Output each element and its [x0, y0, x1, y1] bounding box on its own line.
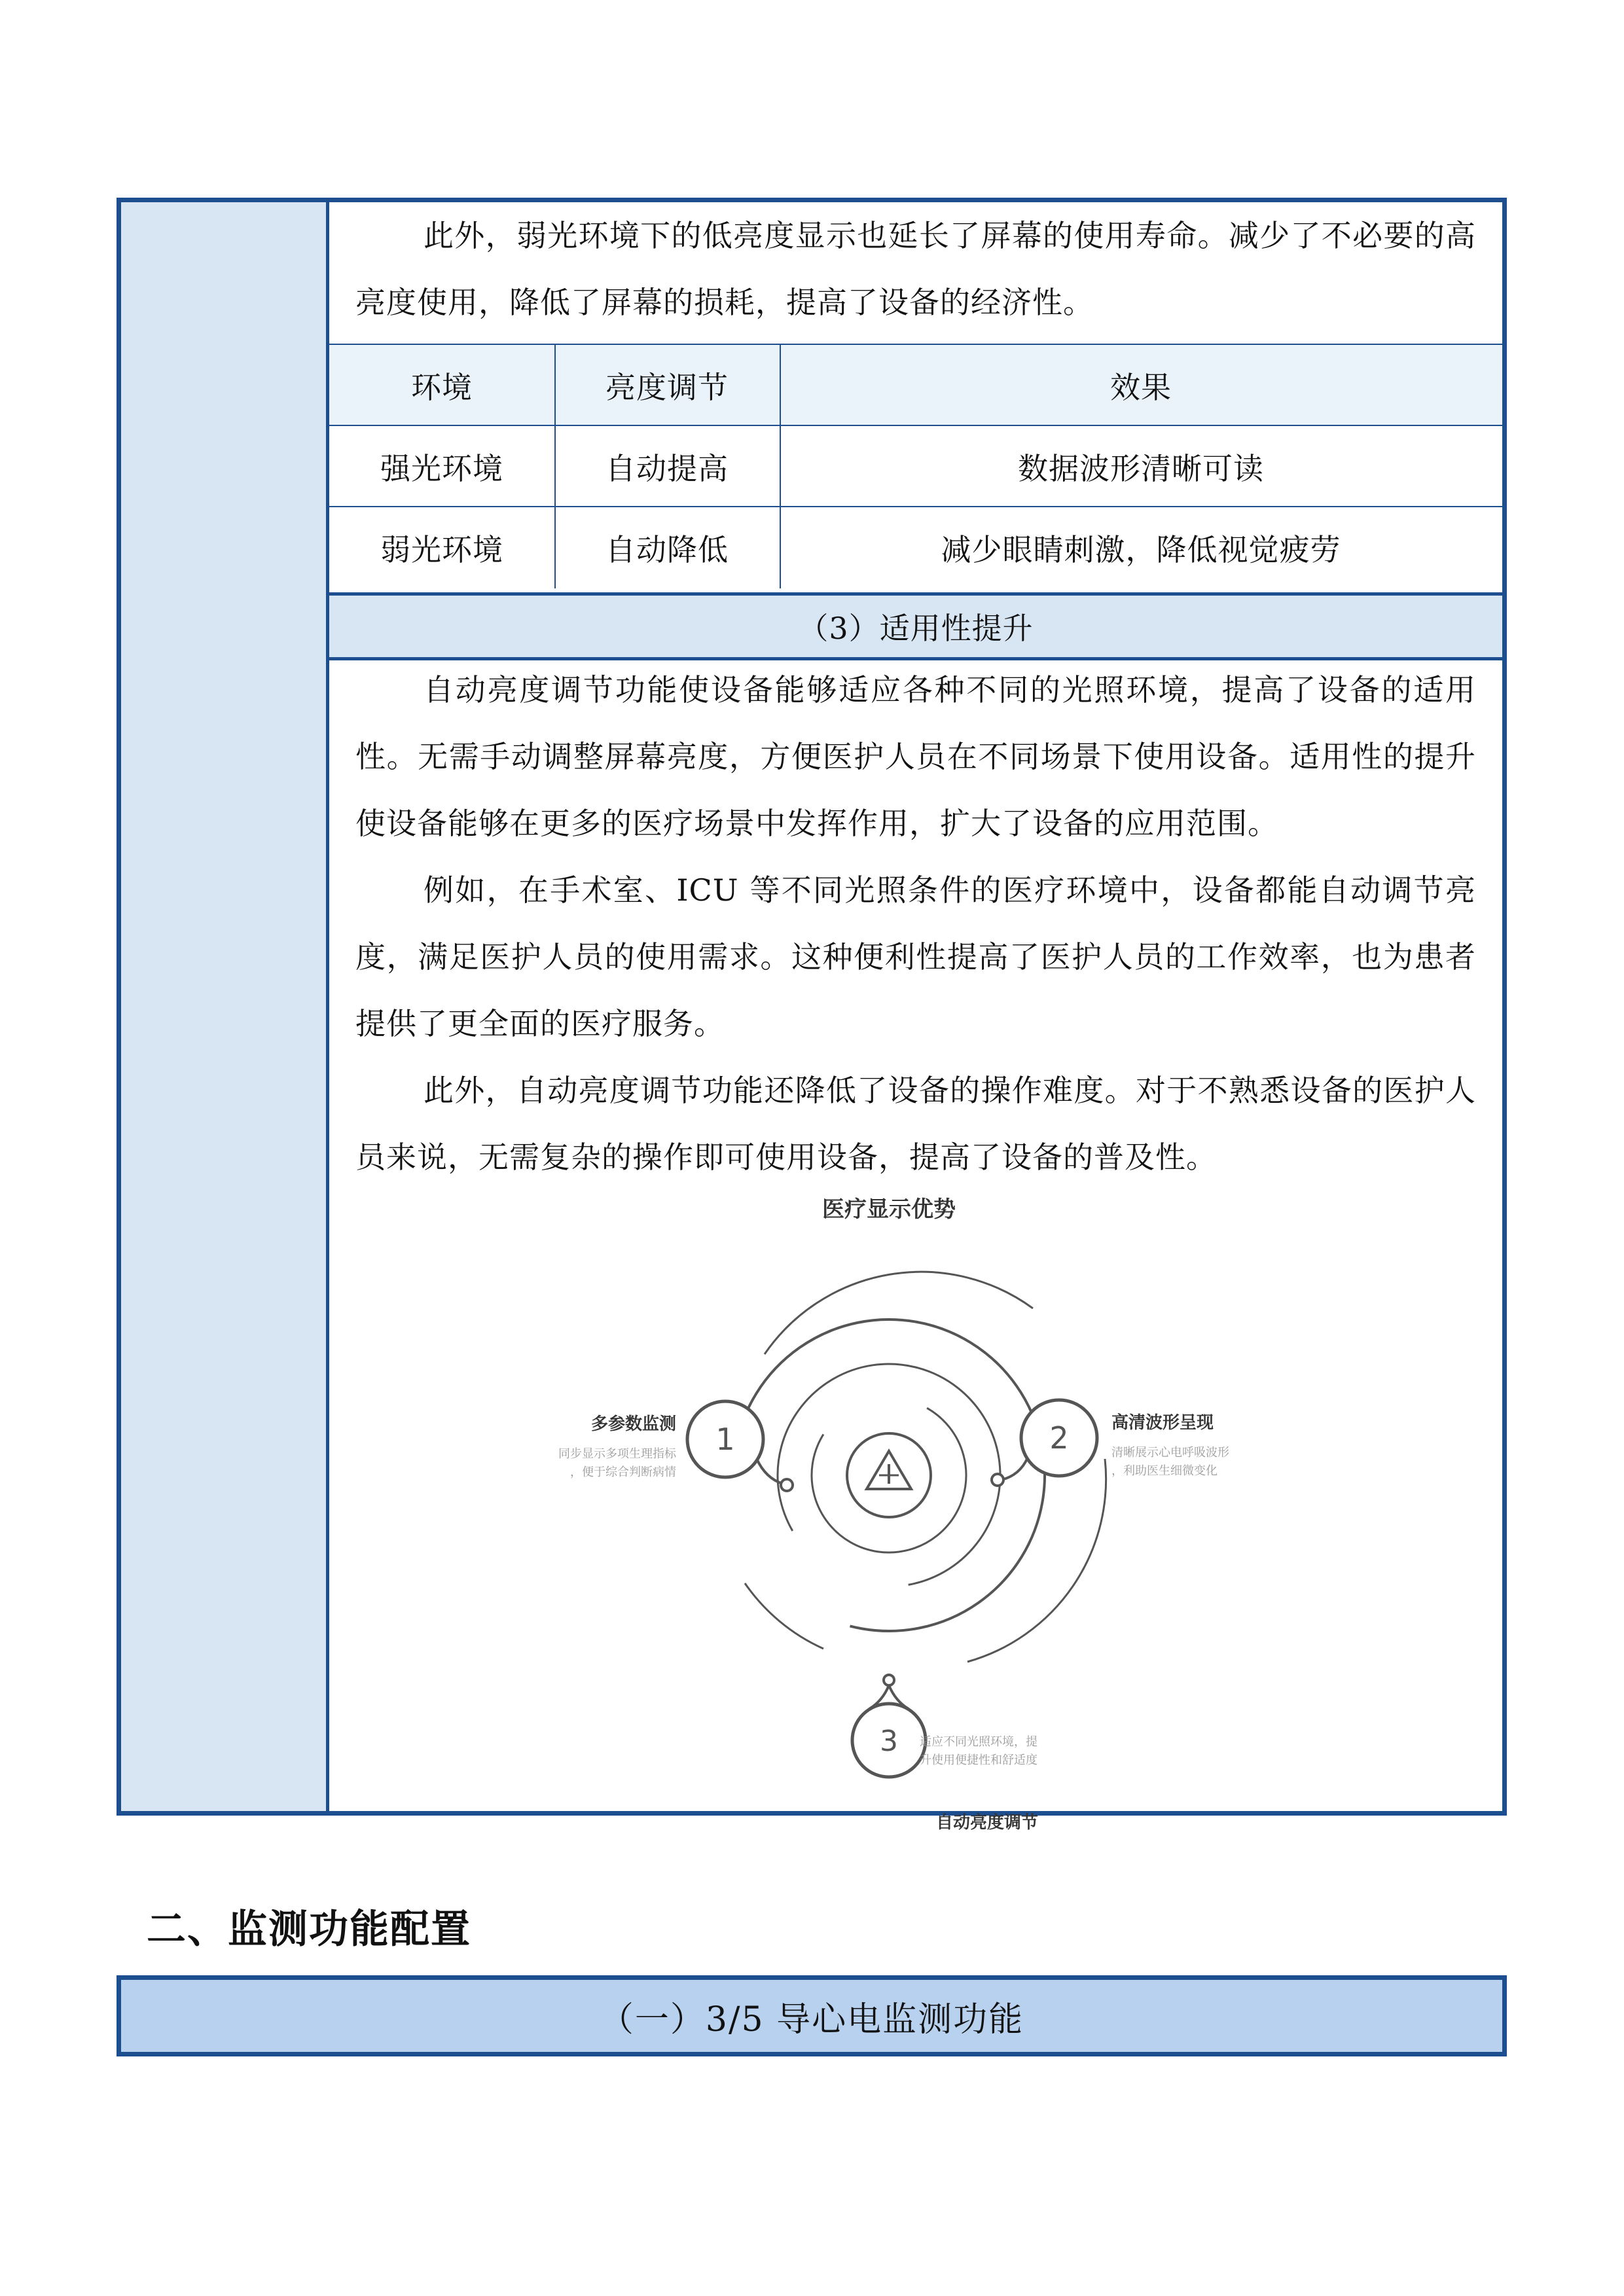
- table-cell: 自动降低: [554, 507, 781, 588]
- table-header-cell: 亮度调节: [554, 345, 781, 426]
- node-3-desc: [871, 1733, 1087, 1770]
- body-paragraph: 此外，自动亮度调节功能还降低了设备的操作难度。对于不熟悉设备的医护人员来说，无需复杂的操作即可使用设备，提高了设备的普及性。: [355, 1073, 1476, 1175]
- node-label: 自动亮度调节: [935, 1813, 1038, 1833]
- intro-paragraph: 此外，弱光环境下的低亮度显示也延长了屏幕的使用寿命。减少了不必要的高亮度使用，降低了屏幕的损耗，提高了设备的经济性。: [355, 218, 1476, 320]
- content-column: [329, 202, 1502, 1833]
- advantage-diagram: [496, 1177, 1282, 1806]
- node-number: 1: [715, 1422, 735, 1457]
- node-desc: 升使用便捷性和舒适度: [920, 1753, 1038, 1767]
- node-3-caption: [889, 1809, 1085, 1833]
- table-header-row: [329, 344, 1502, 426]
- node-label: 高清波形呈现: [1111, 1413, 1214, 1433]
- node-desc: 适应不同光照环境，提: [920, 1735, 1038, 1749]
- outer-arc-left: [745, 1583, 823, 1649]
- content-frame: [117, 198, 1507, 1833]
- table-cell: 自动提高: [554, 426, 781, 507]
- table-cell: 强光环境: [329, 426, 556, 507]
- node-number: 2: [1049, 1420, 1069, 1456]
- subsection-banner: （一）3/5 导心电监测功能: [117, 1975, 1507, 2056]
- subheading: （3）适用性提升: [329, 592, 1502, 660]
- body-paragraphs: [329, 656, 1502, 1191]
- table-row: [329, 506, 1502, 588]
- node-1: [558, 1401, 793, 1491]
- section-title: 二、监测功能配置: [147, 1907, 471, 1952]
- node-2: [992, 1400, 1229, 1486]
- table-cell: 弱光环境: [329, 507, 556, 588]
- table-cell: 数据波形清晰可读: [1018, 451, 1264, 486]
- diagram-title: 医疗显示优势: [822, 1196, 956, 1223]
- table-cell: 减少眼睛刺激，降低视觉疲劳: [941, 532, 1341, 567]
- node-desc: ，利助医生细微变化: [1111, 1464, 1218, 1478]
- left-column: [121, 202, 329, 1811]
- table-header-cell: 环境: [329, 345, 556, 426]
- node-number: 3: [880, 1725, 898, 1758]
- node-desc: 清晰展示心电呼吸波形: [1111, 1446, 1229, 1460]
- outer-arc-right: [967, 1459, 1106, 1662]
- center-warning-icon: [867, 1451, 911, 1489]
- node-label: 多参数监测: [590, 1414, 676, 1434]
- body-paragraph: 例如，在手术室、ICU 等不同光照条件的医疗环境中，设备都能自动调节亮度，满足医护人员的使用需求。这种便利性提高了医护人员的工作效率，也为患者提供了更全面的医疗服务。: [355, 872, 1476, 1041]
- brightness-table: [329, 344, 1502, 592]
- outer-arc: [765, 1272, 1033, 1354]
- node-desc: 同步显示多项生理指标: [558, 1447, 676, 1461]
- table-row: [329, 425, 1502, 507]
- body-paragraph: 自动亮度调节功能使设备能够适应各种不同的光照环境，提高了设备的适用性。无需手动调整屏幕亮度，方便医护人员在不同场景下使用设备。适用性的提升使设备能够在更多的医疗场景中发挥作用，扩大了设备的应用范围。: [355, 672, 1476, 841]
- node-desc: ，便于综合判断病情: [570, 1465, 676, 1479]
- table-header-cell: 效果: [1110, 370, 1172, 405]
